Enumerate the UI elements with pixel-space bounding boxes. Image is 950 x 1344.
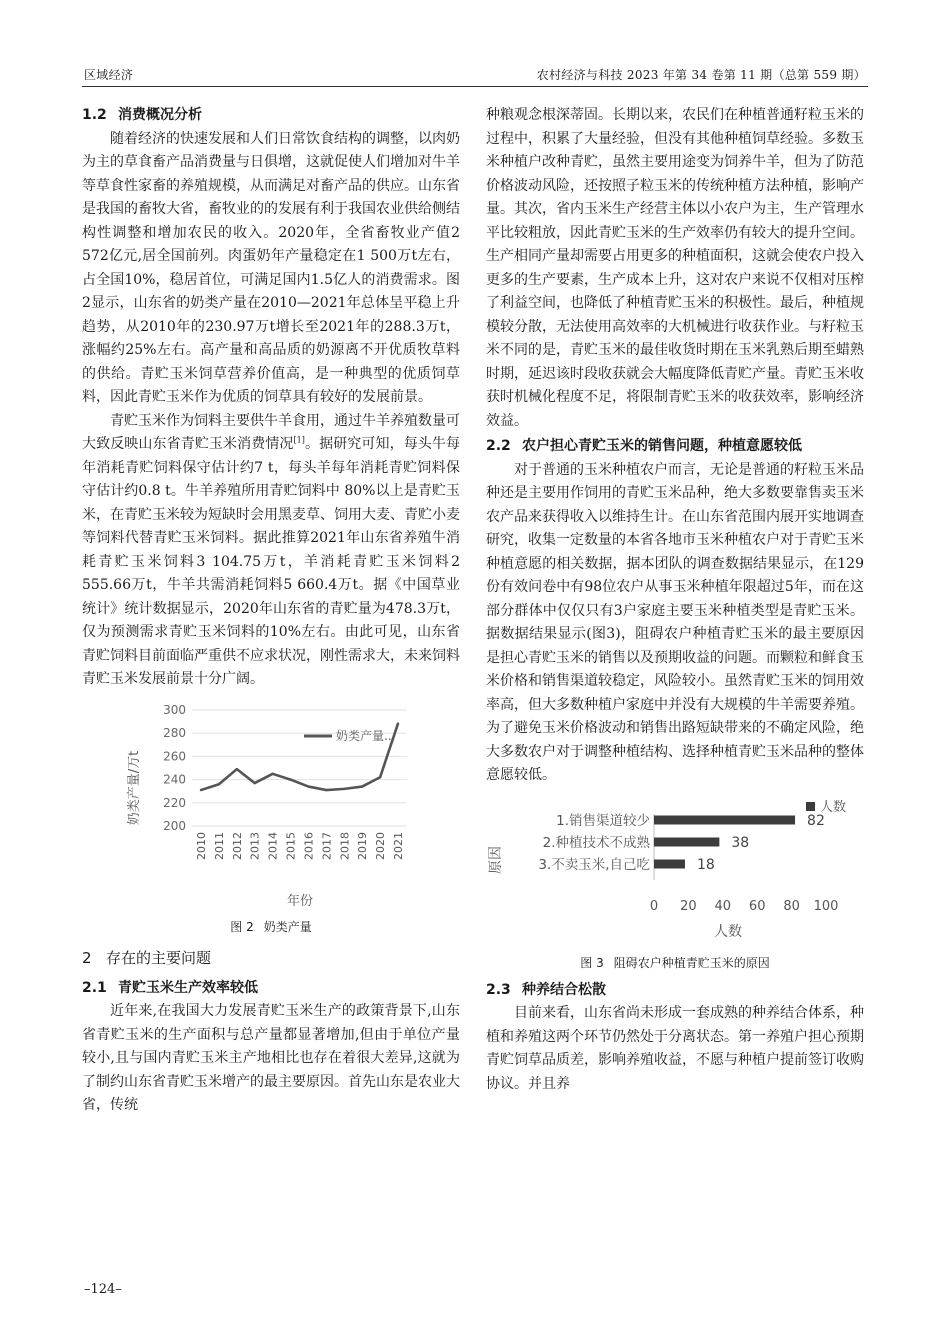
paragraph: 近年来,在我国大力发展青贮玉米生产的政策背景下,山东省青贮玉米的生产面积与总产量都显著增加,但由于单位产量较小,且与国内青贮玉米主产地相比也存在着很大差异,这就为了制约山东省青贮玉米增产的最主要原因。首先山东是农业大省，传统 (82, 1003, 460, 1113)
x-axis-label: 人数 (714, 923, 742, 940)
figure-number: 图 2 (230, 919, 254, 934)
section-2-heading (82, 943, 460, 973)
data-label: 38 (731, 834, 750, 851)
y-tick-label: 240 (163, 772, 186, 787)
section-number: 2 (82, 948, 92, 967)
data-point (218, 783, 220, 785)
paragraph: 随着经济的快速发展和人们日常饮食结构的调整，以肉奶为主的草食畜产品消费量与日俱增，这就促使人们增加对牛羊等草食性家畜的养殖规模，从而满足对畜产品的供应。山东省是我国的畜牧大省，畜牧业的的发展有利于我国农业供给侧结构性调整和增加农民的收入。2020年，全省畜牧业产值2 572亿元,居全国前列。肉蛋奶年产量稳定在1 500万t左右，占全国10%，稳居首位，可满足国内1.5亿人的消费需求。图 2显示，山东省的奶类产量在2010—2021年总体呈平稳上升趋势，从2010年的230.97万t增长至2021年的288.3万t，涨幅约25%左右。高产量和高品质的奶源离不开优质牧草料的供给。青贮玉米饲草营养价值高，是一种典型的优质饲草料，因此青贮玉米作为优质的饲草具有较好的发展前景。 (82, 130, 460, 405)
section-title: 存在的主要问题 (106, 948, 212, 967)
x-tick-label: 2010 (195, 831, 208, 860)
left-column (82, 104, 460, 1118)
data-point (397, 722, 399, 724)
section-2-1-heading (82, 977, 460, 1001)
x-tick-label: 2018 (338, 831, 352, 860)
figure-3-caption (486, 954, 864, 971)
data-point (236, 767, 238, 769)
section-number: 2.1 (82, 979, 107, 996)
data-label: 82 (807, 812, 825, 829)
section-1-2-heading (82, 104, 460, 128)
figure-caption-text: 奶类产量 (263, 919, 312, 934)
bar (654, 815, 795, 824)
figure-number: 图 3 (580, 955, 604, 970)
figure-3 (486, 796, 864, 971)
x-tick-label: 2016 (302, 831, 316, 860)
bar (654, 837, 719, 846)
running-header-right: 农村经济与科技 2023 年第 34 卷第 11 期（总第 559 期） (536, 68, 866, 82)
page-number: –124– (84, 1282, 122, 1297)
legend-label: 人数 (820, 799, 847, 815)
y-tick-label: 300 (163, 702, 186, 717)
data-point (379, 776, 381, 778)
data-point (361, 785, 363, 787)
header-rule (82, 86, 868, 87)
section-number: 2.2 (486, 438, 511, 454)
legend-label: 奶类产量... (336, 728, 396, 743)
y-tick-label: 260 (163, 748, 186, 763)
x-tick-label: 20 (680, 898, 697, 914)
section-number: 2.3 (486, 981, 511, 998)
x-tick-label: 2015 (284, 831, 298, 860)
data-point (307, 785, 309, 787)
x-tick-label: 2019 (356, 831, 370, 860)
y-axis-label: 奶类产量/万t (127, 750, 142, 825)
x-tick-label: 60 (748, 898, 766, 914)
data-point (254, 781, 256, 783)
x-tick-label: 2011 (212, 831, 226, 860)
category-label: 2.种植技术不成熟 (542, 834, 650, 851)
paragraph (82, 410, 460, 692)
y-tick-label: 220 (163, 795, 186, 810)
x-tick-label: 0 (649, 898, 659, 914)
x-tick-label: 2017 (320, 831, 334, 860)
section-2-3-heading (486, 979, 864, 1003)
paragraph-continued: 种粮观念根深蒂固。长期以来，农民们在种植普通籽粒玉米的过程中，积累了大量经验，但没有其他种植饲草经验。多数玉米种植户改种青贮，虽然主要用途变为饲养牛羊，但为了防范价格波动风险，还按照子粒玉米的传统种植方法种植，影响产量。其次，省内玉米生产经营主体以小农户为主，生产管理水平比较粗放，因此青贮玉米的生产效率仍有较大的提升空间。生产相同产量却需要占用更多的种植面积，这就会使农户投入更多的生产要素，生产成本上升，这对农户来说不仅相对压榨了利益空间，也降低了种植青贮玉米的积极性。最后，种植规模较分散，无法使用高效率的大机械进行收获作业。与籽粒玉米不同的是，青贮玉米的最佳收货时期在玉米乳熟后期至蜡熟时期，延迟该时段收获就会大幅度降低青贮产量。青贮玉米收获时机械化程度不足，将限制青贮玉米的收获效率，影响经济效益。 (486, 107, 864, 429)
citation-ref: [1] (293, 435, 305, 445)
section-number: 1.2 (82, 107, 107, 123)
legend-swatch (806, 802, 815, 811)
x-tick-label: 2013 (248, 831, 262, 860)
section-title: 青贮玉米生产效率较低 (118, 979, 258, 996)
paragraph: 目前来看，山东省尚未形成一套成熟的种养结合体系，种植和养殖这两个环节仍然处于分离状态。第一养殖户担心预期青贮饲草品质差，影响养殖收益，不愿与种植户提前签订收购协议。并且养 (486, 1005, 864, 1092)
y-tick-label: 200 (163, 818, 186, 833)
section-2-2-heading (486, 435, 864, 459)
section-title: 农户担心青贮玉米的销售问题，种植意愿较低 (522, 438, 802, 454)
section-title: 种养结合松散 (522, 981, 606, 998)
x-tick-label: 80 (783, 898, 800, 914)
text-run: 。据研究可知，每头牛每年消耗青贮饲料保守估计约7 t，每头羊每年消耗青贮饲料保守估计约0.8 t。牛羊养殖所用青贮饲料中 80%以上是青贮玉米，在青贮玉米较为短缺时会用黑麦草、饲用大麦、青贮小麦等饲料代替青贮玉米饲料。据此推算2021年山东省养殖牛消耗青贮玉米饲料3 104.75万t，羊消耗青贮玉米饲料2 555.66万t，牛羊共需消耗饲料5 660.4万t。据《中国草业统计》统计数据显示，2020年山东省的青贮量为478.3万t，仅为预测需求青贮玉米饲料的10%左右。由此可见，山东省青贮饲料目前面临严重供不应求状况，刚性需求大，未来饲料青贮玉米发展前景十分广阔。 (82, 436, 461, 687)
x-tick-label: 2014 (266, 831, 280, 860)
y-axis-label: 原因 (488, 845, 504, 874)
figure-2 (82, 698, 460, 935)
milk-production-line-chart (82, 698, 460, 910)
section-title: 消费概况分析 (118, 107, 202, 123)
figure-caption-text: 阻碍农户种植青贮玉米的原因 (613, 955, 770, 970)
right-column (486, 104, 864, 1096)
paragraph: 对于普通的玉米种植农户而言，无论是普通的籽粒玉米品种还是主要用作饲用的青贮玉米品种，绝大多数要靠售卖玉米农产品来获得收入以维持生计。在山东省范围内展开实地调查研究，收集一定数量的本省各地市玉米种植农户对于青贮玉米种植意愿的相关数据，据本团队的调查数据结果显示，在129份有效问卷中有98位农户从事玉米种植年限超过5年，而在这部分群体中仅仅只有3户家庭主要玉米种植类型是青贮玉米。据数据结果显示(图3)，阻碍农户种植青贮玉米的最主要原因是担心青贮玉米的销售以及预期收益的问题。而颗粒和鲜食玉米价格和销售渠道较稳定，风险较小。虽然青贮玉米的饲用效率高，但大多数种植户家庭中并没有大规模的牛羊需要养殖。为了避免玉米价格波动和销售出路短缺带来的不确定风险，绝大多数农户对于调整种植结构、选择种植青贮玉米品种的整体意愿较低。 (486, 461, 864, 783)
data-label: 18 (696, 856, 715, 873)
data-point (200, 788, 202, 790)
x-tick-label: 2012 (230, 831, 244, 860)
running-header-left: 区域经济 (84, 68, 134, 82)
text-run: 青贮玉米作为饲料主要供牛羊食用，通过牛羊养殖数量可大致反映山东省青贮玉米消费情况 (82, 412, 460, 452)
x-axis-label: 年份 (286, 893, 314, 909)
data-point (289, 778, 291, 780)
category-label: 1.销售渠道较少 (556, 812, 650, 829)
data-point (343, 787, 345, 789)
bar (654, 859, 685, 868)
x-tick-label: 100 (813, 898, 839, 914)
x-tick-label: 2021 (392, 831, 405, 860)
figure-2-caption (82, 918, 460, 935)
data-point (325, 788, 327, 790)
y-tick-label: 280 (163, 725, 186, 740)
reasons-bar-chart (486, 796, 864, 946)
x-tick-label: 2020 (374, 831, 388, 860)
x-tick-label: 40 (714, 898, 732, 914)
category-label: 3.不卖玉米,自己吃 (538, 856, 650, 873)
data-point (271, 772, 273, 774)
